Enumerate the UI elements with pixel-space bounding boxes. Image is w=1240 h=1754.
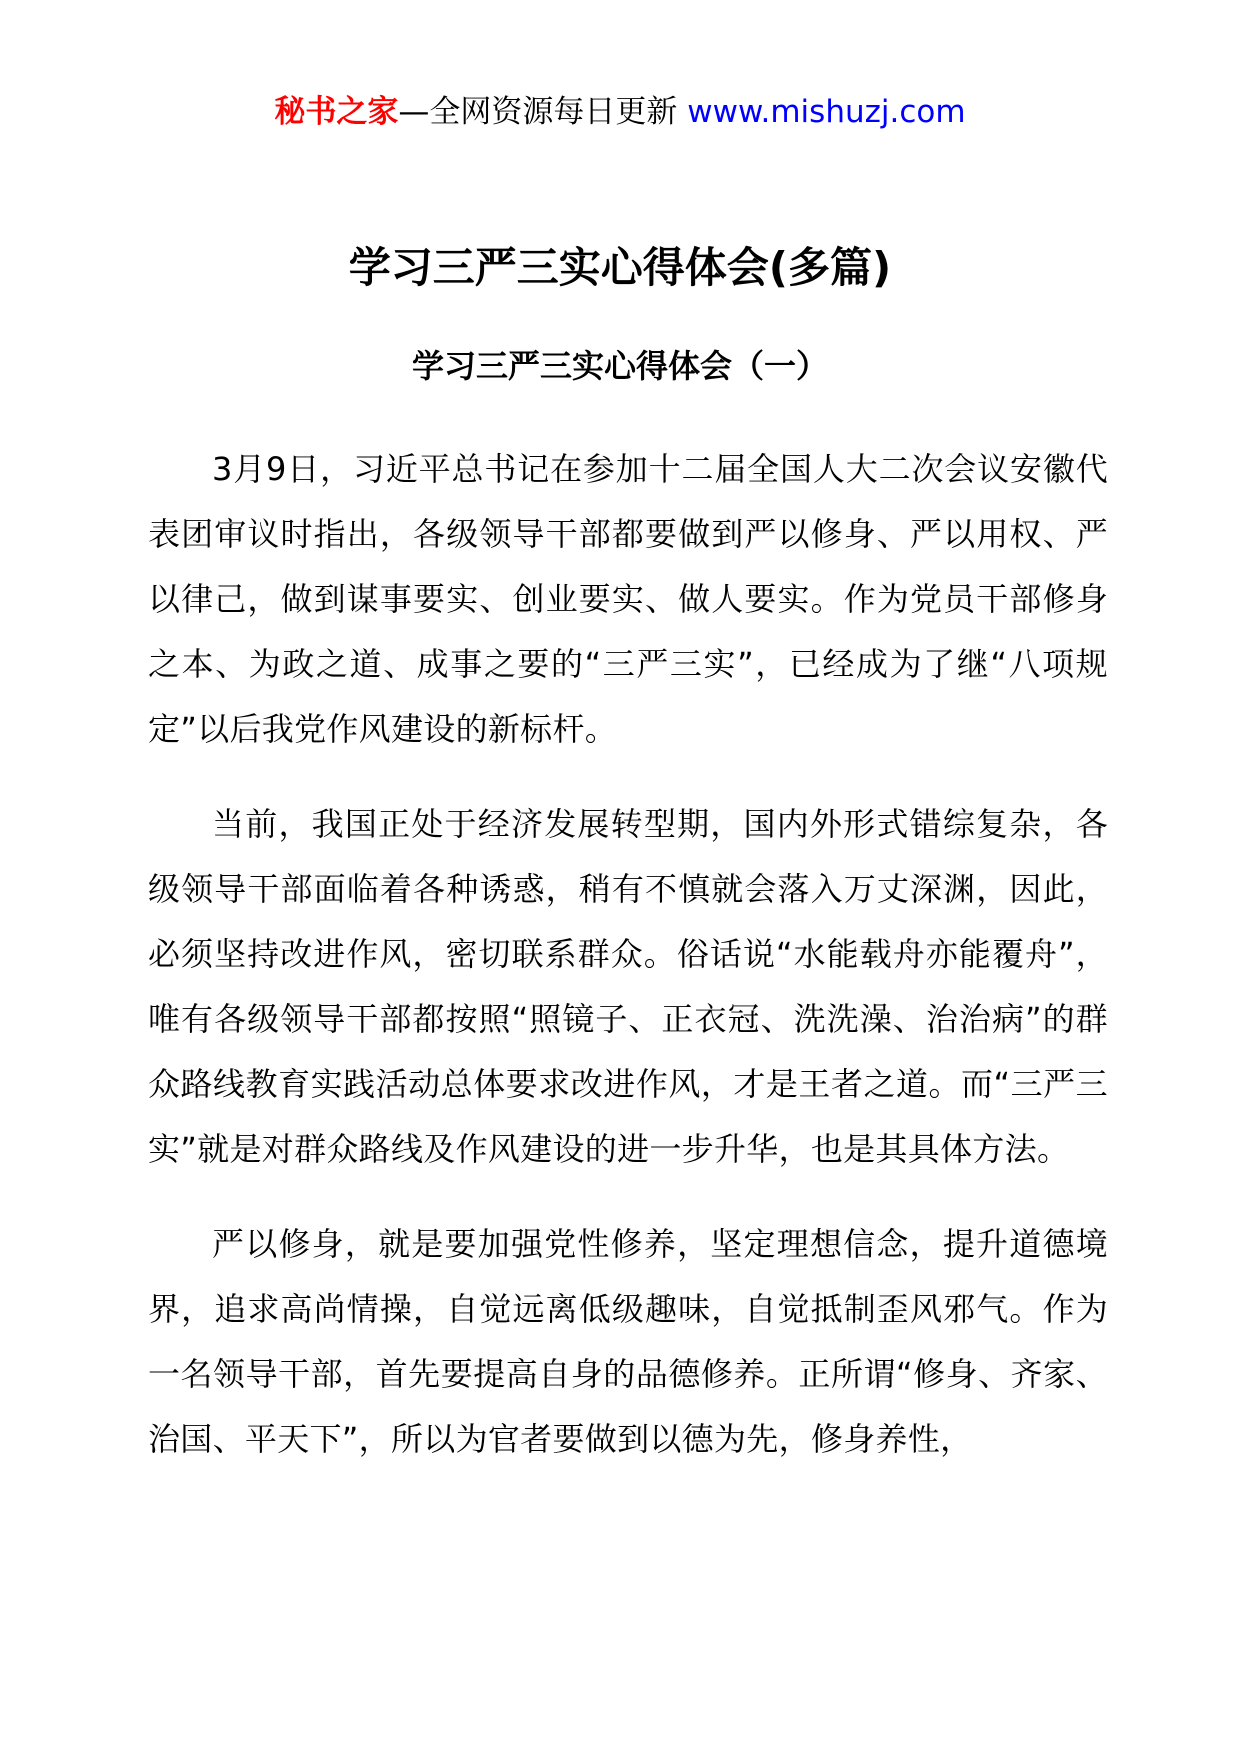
site-url-link[interactable]: www.mishuzj.com — [687, 94, 966, 130]
site-header — [0, 92, 1240, 132]
paragraph-1: 3月9日，习近平总书记在参加十二届全国人大二次会议安徽代表团审议时指出，各级领导干部都要做到严以修身、严以用权、严以律己，做到谋事要实、创业要实、做人要实。作为党员干部修身之本、为政之道、成事之要的“三严三实”，已经成为了继“八项规定”以后我党作风建设的新标杆。 — [148, 450, 1108, 748]
section-subtitle: 学习三严三实心得体会（一） — [411, 347, 828, 385]
brand-name: 秘书之家 — [274, 94, 399, 130]
header-tagline: —全网资源每日更新 — [398, 94, 678, 130]
document-title: 学习三严三实心得体会(多篇) — [348, 243, 892, 292]
document-body — [148, 437, 1108, 1502]
paragraph-3: 严以修身，就是要加强党性修养，坚定理想信念，提升道德境界，追求高尚情操，自觉远离低级趣味，自觉抵制歪风邪气。作为一名领导干部，首先要提高自身的品德修养。正所谓“修身、齐家、治国、平天下”，所以为官者要做到以德为先，修身养性， — [148, 1225, 1108, 1458]
paragraph-2: 当前，我国正处于经济发展转型期，国内外形式错综复杂，各级领导干部面临着各种诱惑，稍有不慎就会落入万丈深渊，因此，必须坚持改进作风，密切联系群众。俗话说“水能载舟亦能覆舟”，唯有各级领导干部都按照“照镜子、正衣冠、洗洗澡、治治病”的群众路线教育实践活动总体要求改进作风，才是王者之道。而“三严三实”就是对群众路线及作风建设的进一步升华，也是其具体方法。 — [148, 805, 1108, 1168]
